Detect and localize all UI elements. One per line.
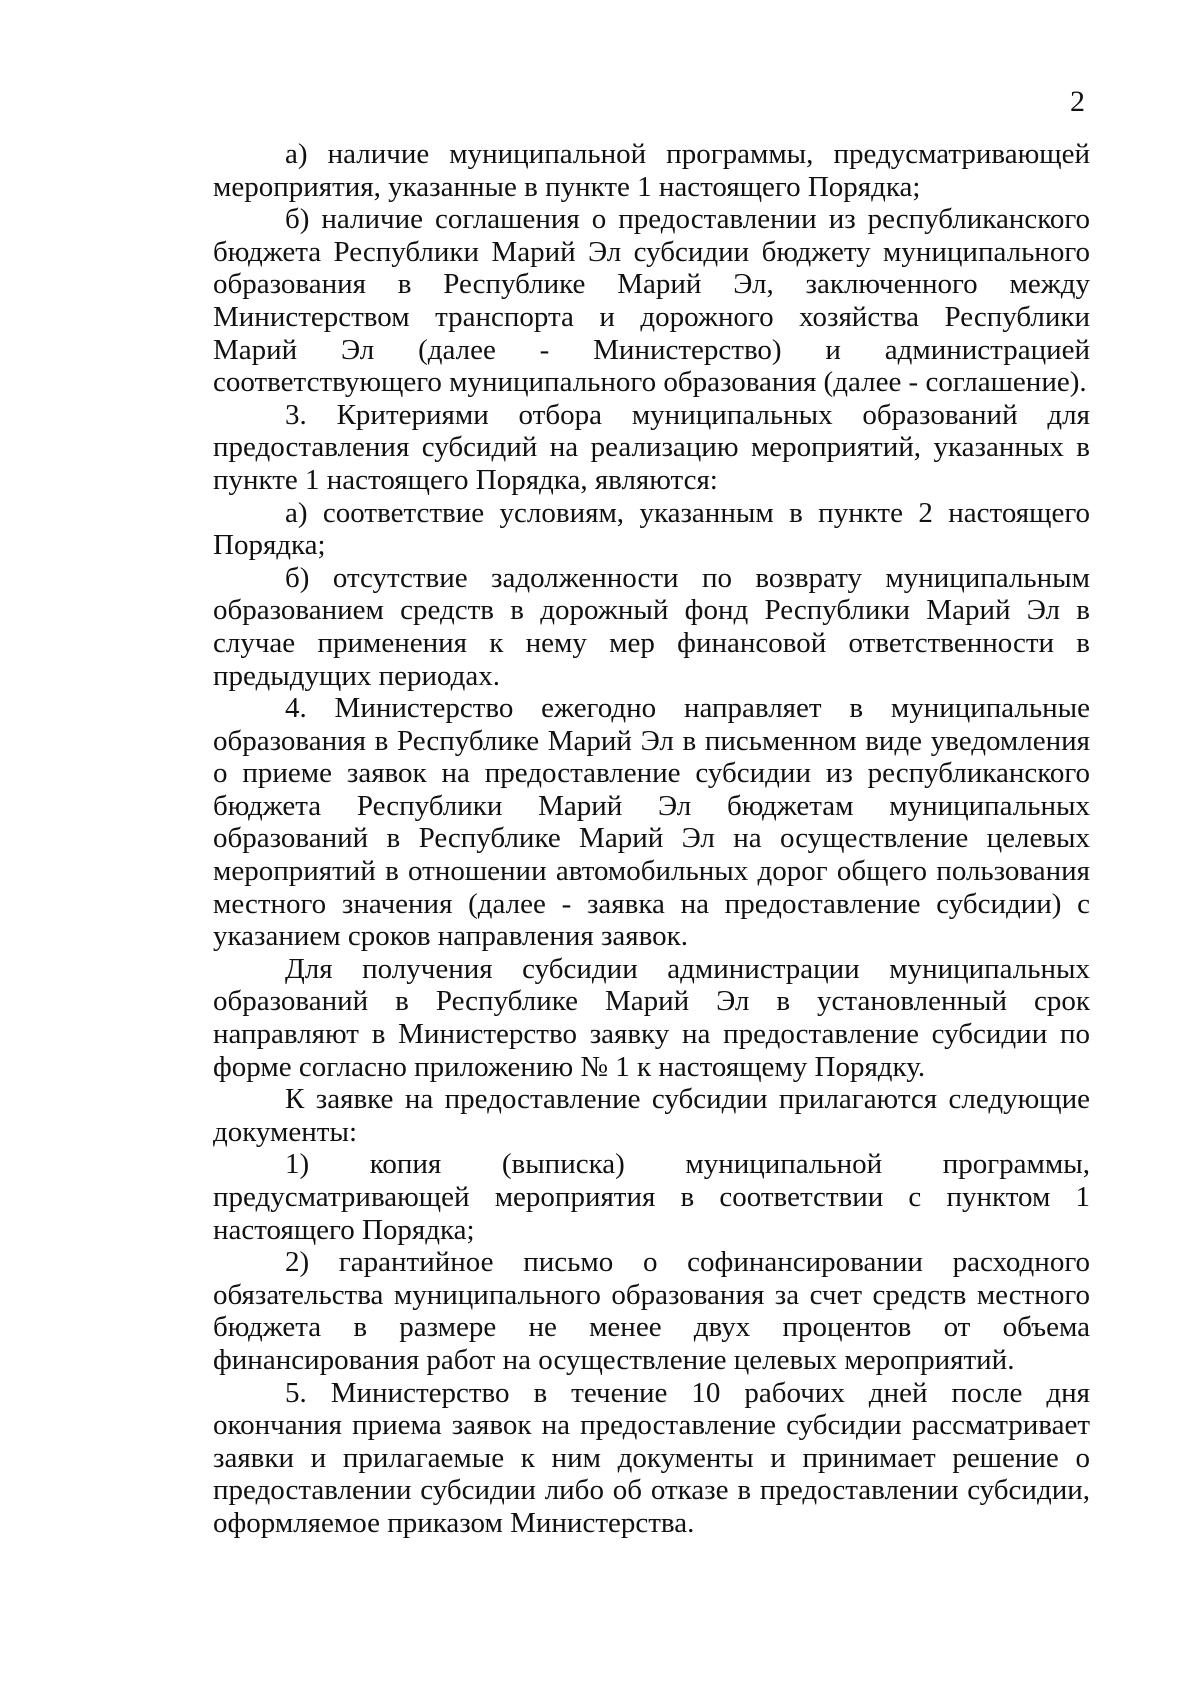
paragraph-4-notification: 4. Министерство ежегодно направляет в муниципальные образования в Республике Марий Эл в письменном виде уведомления о приеме заявок на предоставление субсидии из республиканского бюджета Республики Марий Эл бюджетам муниципальных образований в Республике Марий Эл на осуществление целевых мероприятий в отношении автомобильных дорог общего пользования местного значения (далее - заявка на предоставление субсидии) с указанием сроков направления заявок. (213, 692, 1090, 953)
paragraph-3-criteria: 3. Критериями отбора муниципальных образований для предоставления субсидий на реализацию мероприятий, указанных в пункте 1 настоящего Порядка, являются: (213, 398, 1090, 496)
paragraph-application: Для получения субсидии администрации муниципальных образований в Республике Марий Эл в установленный срок направляют в Министерство заявку на предоставление субсидии по форме согласно приложению № 1 к настоящему Порядку. (213, 952, 1090, 1083)
paragraph-attachments: К заявке на предоставление субсидии прилагаются следующие документы: (213, 1083, 1090, 1148)
page-number: 2 (1070, 85, 1085, 118)
document-body (213, 138, 1090, 1540)
paragraph-3b-no-debt: б) отсутствие задолженности по возврату муниципальным образованием средств в дорожный фонд Республики Марий Эл в случае применения к нему мер финансовой ответственности в предыдущих периодах. (213, 561, 1090, 692)
paragraph-b-agreement: б) наличие соглашения о предоставлении из республиканского бюджета Республики Марий Эл субсидии бюджету муниципального образования в Республике Марий Эл, заключенного между Министерством транспорта и дорожного хозяйства Республики Марий Эл (далее - Министерство) и администрацией соответствующего муниципального образования (далее - соглашение). (213, 203, 1090, 399)
paragraph-3a-conditions: а) соответствие условиям, указанным в пункте 2 настоящего Порядка; (213, 496, 1090, 562)
paragraph-attachment-1: 1) копия (выписка) муниципальной программы, предусматривающей мероприятия в соответствии с пунктом 1 настоящего Порядка; (213, 1148, 1090, 1246)
paragraph-5-review: 5. Министерство в течение 10 рабочих дней после дня окончания приема заявок на предоставление субсидии рассматривает заявки и прилагаемые к ним документы и принимает решение о предоставлении субсидии либо об отказе в предоставлении субсидии, оформляемое приказом Министерства. (213, 1376, 1090, 1539)
paragraph-a-program: а) наличие муниципальной программы, предусматривающей мероприятия, указанные в пункте 1 настоящего Порядка; (213, 138, 1090, 203)
paragraph-attachment-2: 2) гарантийное письмо о софинансировании расходного обязательства муниципального образования за счет средств местного бюджета в размере не менее двух процентов от объема финансирования работ на осуществление целевых мероприятий. (213, 1246, 1090, 1376)
